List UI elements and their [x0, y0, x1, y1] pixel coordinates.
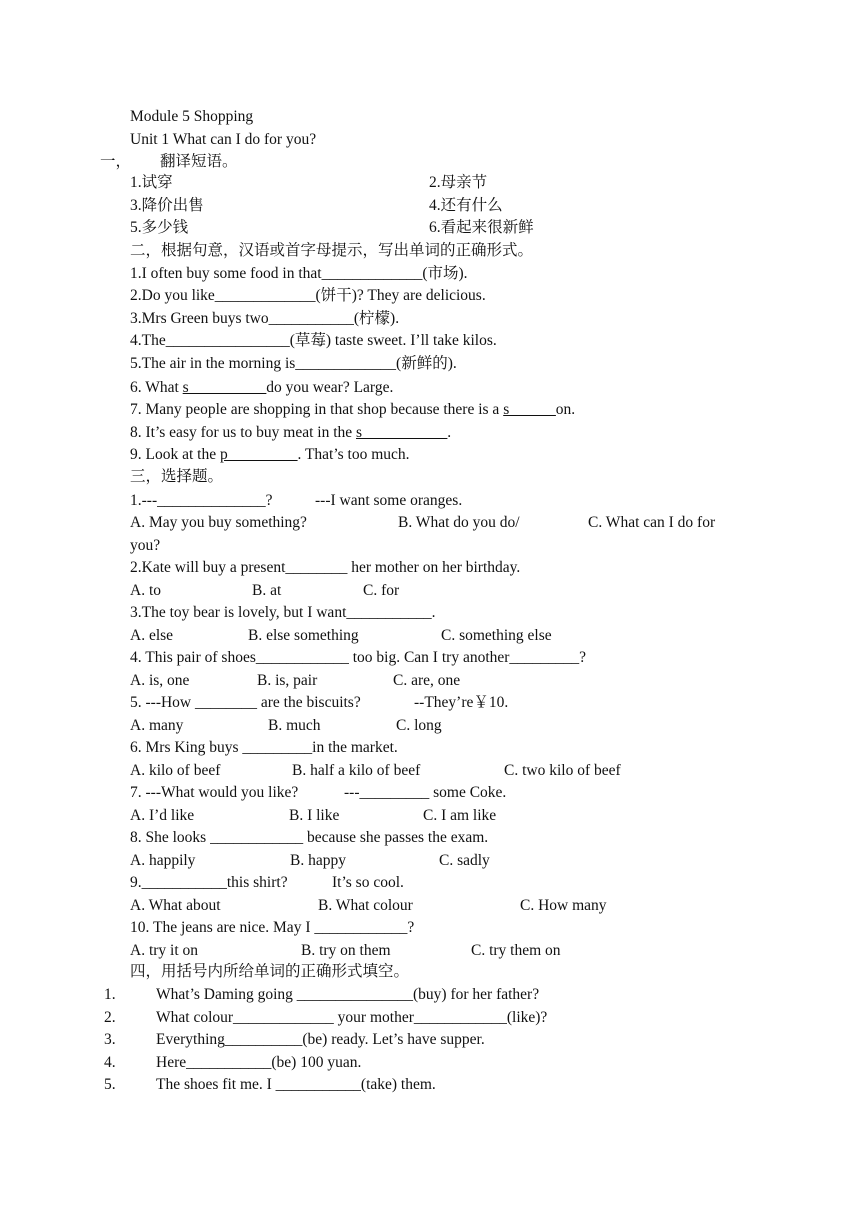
mc-stem: 1.---______________? — [130, 492, 273, 509]
mc-option: C. What can I do for — [588, 514, 716, 531]
phrase-item: 2.母亲节 — [429, 174, 488, 191]
mc-option: A. I’d like — [130, 807, 195, 824]
section-1-number: 一， — [100, 153, 132, 170]
fill-question: What’s Daming going _______________(buy) for her father? — [156, 986, 540, 1003]
mc-stem: 3.The toy bear is lovely, but I want___________. — [130, 604, 436, 621]
mc-option: C. try them on — [471, 942, 561, 959]
mc-option: B. at — [252, 582, 282, 599]
fill-question: Here___________(be) 100 yuan. — [156, 1054, 362, 1071]
fill-question: Everything__________(be) ready. Let’s have supper. — [156, 1031, 485, 1048]
mc-option: B. What colour — [318, 897, 413, 914]
mc-stem-reply: --They’re￥10. — [414, 694, 509, 711]
mc-option: C. long — [396, 717, 442, 734]
mc-option: B. happy — [290, 852, 346, 869]
unit-title: Unit 1 What can I do for you? — [130, 131, 317, 148]
word-question: 2.Do you like_____________(饼干)? They are delicious. — [130, 287, 486, 304]
section-1-heading: 翻译短语。 — [160, 153, 238, 170]
mc-option: C. for — [363, 582, 400, 599]
mc-option: B. half a kilo of beef — [292, 762, 421, 779]
mc-option: A. try it on — [130, 942, 199, 959]
fill-number: 1. — [104, 986, 116, 1003]
mc-option: A. happily — [130, 852, 196, 869]
mc-stem-reply: It’s so cool. — [332, 874, 404, 891]
mc-option: C. I am like — [423, 807, 497, 824]
mc-stem: 5. ---How ________ are the biscuits? — [130, 694, 361, 711]
fill-number: 5. — [104, 1076, 116, 1093]
word-question: 5.The air in the morning is_____________(新鲜的). — [130, 355, 457, 372]
mc-stem: 10. The jeans are nice. May I ____________? — [130, 919, 415, 936]
mc-option: B. else something — [248, 627, 359, 644]
fill-question: What colour_____________ your mother____________(like)? — [156, 1009, 548, 1026]
phrase-item: 4.还有什么 — [429, 197, 503, 214]
word-question: 3.Mrs Green buys two___________(柠檬). — [130, 310, 400, 327]
mc-option: A. to — [130, 582, 161, 599]
mc-option: C. are, one — [393, 672, 461, 689]
mc-option: B. I like — [289, 807, 340, 824]
phrase-item: 1.试穿 — [130, 174, 173, 191]
section-3-heading: 三，选择题。 — [130, 468, 224, 485]
mc-stem: 4. This pair of shoes____________ too big. Can I try another_________? — [130, 649, 587, 666]
section-4-heading: 四，用括号内所给单词的正确形式填空。 — [130, 963, 410, 980]
mc-option: B. much — [268, 717, 321, 734]
mc-option: A. is, one — [130, 672, 190, 689]
word-question: 1.I often buy some food in that_____________(市场). — [130, 265, 468, 282]
mc-option: B. What do you do/ — [398, 514, 520, 531]
mc-option: A. May you buy something? — [130, 514, 307, 531]
mc-stem: 8. She looks ____________ because she passes the exam. — [130, 829, 489, 846]
mc-stem: 6. Mrs King buys _________in the market. — [130, 739, 398, 756]
mc-stem: 7. ---What would you like? — [130, 784, 299, 801]
fill-number: 3. — [104, 1031, 116, 1048]
fill-number: 2. — [104, 1009, 116, 1026]
word-question: 7. Many people are shopping in that shop because there is a s______on. — [130, 401, 576, 418]
mc-stem: 9.___________this shirt? — [130, 874, 288, 891]
mc-option-continued: you? — [130, 537, 161, 554]
mc-stem: 2.Kate will buy a present________ her mother on her birthday. — [130, 559, 521, 576]
mc-stem-reply: ---_________ some Coke. — [344, 784, 507, 801]
word-question: 9. Look at the p_________. That’s too much. — [130, 446, 410, 463]
word-question: 4.The________________(草莓) taste sweet. I’ll take kilos. — [130, 332, 497, 349]
module-title: Module 5 Shopping — [130, 108, 254, 125]
fill-number: 4. — [104, 1054, 116, 1071]
word-question: 6. What s__________do you wear? Large. — [130, 379, 394, 396]
mc-option: A. kilo of beef — [130, 762, 221, 779]
mc-option: A. else — [130, 627, 174, 644]
word-question: 8. It’s easy for us to buy meat in the s___________. — [130, 424, 452, 441]
mc-option: C. something else — [441, 627, 552, 644]
mc-option: C. sadly — [439, 852, 490, 869]
phrase-item: 5.多少钱 — [130, 219, 189, 236]
mc-option: A. many — [130, 717, 184, 734]
phrase-item: 3.降价出售 — [130, 197, 204, 214]
mc-option: C. two kilo of beef — [504, 762, 621, 779]
mc-option: C. How many — [520, 897, 607, 914]
mc-stem-reply: ---I want some oranges. — [315, 492, 463, 509]
phrase-item: 6.看起来很新鲜 — [429, 219, 534, 236]
mc-option: A. What about — [130, 897, 221, 914]
mc-option: B. try on them — [301, 942, 391, 959]
fill-question: The shoes fit me. I ___________(take) them. — [156, 1076, 436, 1093]
section-2-heading: 二，根据句意，汉语或首字母提示，写出单词的正确形式。 — [130, 242, 534, 259]
mc-option: B. is, pair — [257, 672, 318, 689]
